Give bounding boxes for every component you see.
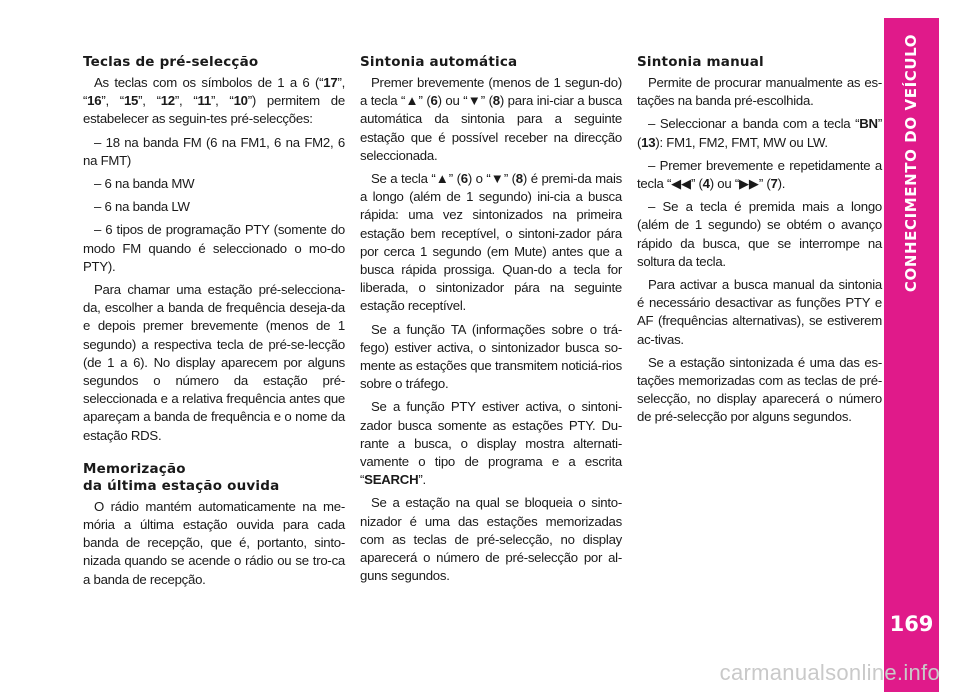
paragraph: As teclas com os símbolos de 1 a 6 (“17”, “16”, “15”, “12”, “11”, “10”) permitem de estabelecer as seguin-tes pré-selecções: xyxy=(83,75,345,127)
paragraph: Para chamar uma estação pré-selecciona-da, escolher a banda de frequência deseja-da e depois premer brevemente (menos de 1 segundo) a respectiva tecla de pré-se-lecção (de 1 a 6). No display aparecem por alguns segundos o número da estação pré-seleccionada e a relativa frequência antes que apareçam a banda de frequência e o nome da estação RDS. xyxy=(83,282,345,443)
page-number: 169 xyxy=(889,612,934,636)
paragraph: – 6 tipos de programação PTY (somente do modo FM quando é seleccionado o mo-do PTY). xyxy=(83,222,345,274)
watermark: carmanualsonline.info xyxy=(719,660,940,685)
column-right xyxy=(637,54,882,432)
heading-manual-tuning: Sintonia manual xyxy=(637,54,764,70)
paragraph: Se a função TA (informações sobre o trá-fego) estiver activa, o sintonizador busca so-mente as estações que transmitem noticiá-rios sobre o tráfego. xyxy=(360,321,622,392)
column-middle xyxy=(360,54,622,590)
paragraph: – Se a tecla é premida mais a longo (além de 1 segundo) se obtém o avanço rápido da busca, que se interrompe na soltura da tecla. xyxy=(637,199,882,269)
paragraph: – 18 na banda FM (6 na FM1, 6 na FM2, 6 na FMT) xyxy=(83,134,345,168)
section-title: CONHECIMENTO DO VEÍCULO xyxy=(902,33,921,293)
heading-last-station-memory: Memorização da última estação ouvida xyxy=(83,460,280,494)
column-left xyxy=(83,54,345,594)
paragraph: Para activar a busca manual da sintonia é necessário desactivar as funções PTY e AF (frequências alternativas), se estiverem ac-tivas. xyxy=(637,277,882,347)
paragraph: – Premer brevemente e repetidamente a tecla “◀◀” (4) ou “▶▶” (7). xyxy=(637,157,882,192)
paragraph: Se a tecla “▲” (6) o “▼” (8) é premi-da mais a longo (além de 1 segundo) ini-cia a busca rápida: uma vez sintonizados na primeira estação bem receptível, o sintoni-zador pára por cerca 1 segundo (em Mute) antes que a busca rápida prossiga. Quan-do a tecla for liberada, o sintonizador pára na seguinte estação receptível. xyxy=(360,171,622,314)
heading-preset-keys: Teclas de pré-selecção xyxy=(83,54,259,70)
paragraph: – 6 na banda MW xyxy=(94,176,195,192)
paragraph: – 6 na banda LW xyxy=(94,199,190,215)
paragraph: Se a estação na qual se bloqueia o sinto-nizador é uma das estações memorizadas com as teclas de pré-selecção, no display aparecerá o número de pré-selecção por al-guns segundos. xyxy=(360,495,622,584)
paragraph: Se a estação sintonizada é uma das es-tações memorizadas com as teclas de pré-selecção, no display aparecerá o número de pré-selecção por alguns segundos. xyxy=(637,354,882,425)
heading-automatic-tuning: Sintonia automática xyxy=(360,54,518,70)
paragraph: Premer brevemente (menos de 1 segun-do) a tecla “▲” (6) ou “▼” (8) para ini-ciar a busca automática da sintonia para a seguinte estação que é possível receber na direcção seleccionada. xyxy=(360,75,622,163)
paragraph: – Seleccionar a banda com a tecla “BN” (13): FM1, FM2, FMT, MW ou LW. xyxy=(637,116,882,150)
paragraph: Permite de procurar manualmente as es-tações na banda pré-escolhida. xyxy=(637,75,882,109)
paragraph: Se a função PTY estiver activa, o sintoni-zador busca somente as estações PTY. Du-rante a busca, o display mostra alternati-vamente o tipo de programa e a escrita “SEARCH”. xyxy=(360,399,622,488)
paragraph: O rádio mantém automaticamente na me-mória a última estação ouvida para cada banda de recepção, que é, portanto, sinto-nizada quando se acende o rádio ou se tro-ca a banda de recepção. xyxy=(83,498,345,587)
